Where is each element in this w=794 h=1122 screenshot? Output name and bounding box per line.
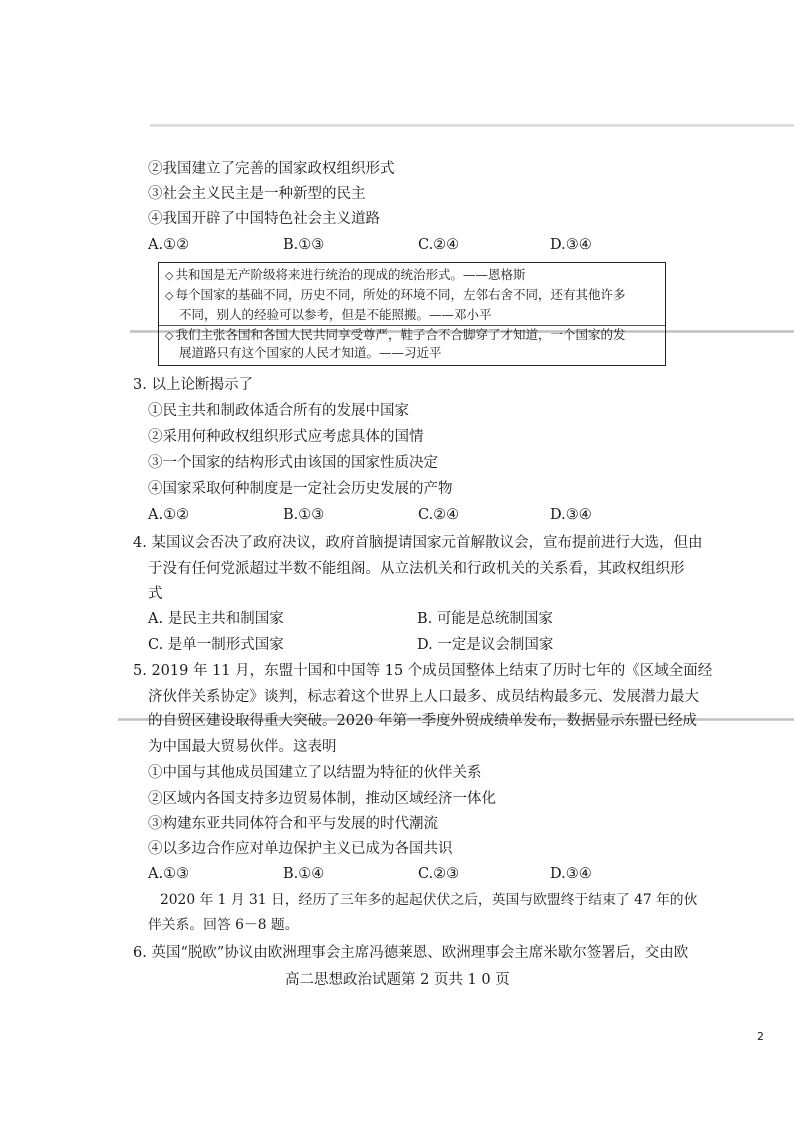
diamond-bullet-icon: ◇ — [165, 329, 174, 342]
quote-divider — [159, 325, 665, 326]
q4-option-a: A. 是民主共和制国家 — [148, 611, 284, 627]
diamond-bullet-icon: ◇ — [165, 269, 174, 282]
q5-stem-line-3: 的自贸区建设取得重大突破。2020 年第一季度外贸成绩单发布，数据显示东盟已经成 — [148, 713, 698, 729]
q5-option-d: D.③④ — [550, 866, 592, 882]
scan-artifact-line-top — [150, 124, 794, 127]
q5-stem-line-2: 济伙伴关系协定》谈判，标志着这个世界上人口最多、成员结构最多元、发展潜力最大 — [148, 689, 699, 705]
q3-item-1: ①民主共和制政体适合所有的发展中国家 — [148, 403, 409, 419]
quote-box — [158, 262, 666, 366]
quote-1-line-1: ◇ 共和国是无产阶级将来进行统治的现成的统治形式。——恩格斯 — [165, 267, 526, 282]
q2-option-b: B.①③ — [283, 237, 325, 253]
q2-item-2: ②我国建立了完善的国家政权组织形式 — [148, 161, 395, 177]
q2-option-d: D.③④ — [550, 237, 592, 253]
q3-option-d: D.③④ — [550, 507, 592, 523]
intro-line-1: 2020 年 1 月 31 日，经历了三年多的起起伏伏之后，英国与欧盟终于结束了 47 年的伙 — [160, 892, 698, 908]
quote-2-line-2: 不同，别人的经验可以参考，但是不能照搬。——邓小平 — [179, 307, 492, 322]
q3-option-a: A.①② — [148, 507, 190, 523]
q4-stem-line-2: 于没有任何党派超过半数不能组阁。从立法机关和行政机关的关系看，其政权组织形 — [148, 561, 685, 577]
q4-option-b: B. 可能是总统制国家 — [417, 611, 553, 627]
quote-3-line-1: ◇ 我们主张各国和各国人民共同享受尊严，鞋子合不合脚穿了才知道，一个国家的发 — [165, 327, 626, 342]
quote-2-line-1: ◇ 每个国家的基础不同，历史不同，所处的环境不同，左邻右舍不同，还有其他许多 — [165, 287, 626, 302]
q4-option-d: D. 一定是议会制国家 — [417, 637, 554, 653]
q2-item-4: ④我国开辟了中国特色社会主义道路 — [148, 211, 380, 227]
intro-line-2: 伴关系。回答 6－8 题。 — [148, 917, 299, 933]
q5-item-3: ③构建东亚共同体符合和平与发展的时代潮流 — [148, 816, 438, 832]
page-footer: 高二思想政治试题第 2 页共 1 0 页 — [285, 972, 510, 988]
q5-item-2: ②区域内各国支持多边贸易体制，推动区域经济一体化 — [148, 791, 496, 807]
q3-option-b: B.①③ — [283, 507, 325, 523]
q5-option-a: A.①③ — [148, 866, 190, 882]
q5-stem-line-1: 5. 2019 年 11 月，东盟十国和中国等 15 个成员国整体上结束了历时七年的《区域全面经 — [133, 663, 713, 679]
q5-item-4: ④以多边合作应对单边保护主义已成为各国共识 — [148, 841, 453, 857]
q4-stem-line-1: 4. 某国议会否决了政府决议，政府首脑提请国家元首解散议会，宣布提前进行大选，但由 — [133, 535, 703, 551]
quote-3-line-2: 展道路只有这个国家的人民才知道。——习近平 — [179, 345, 442, 360]
q6-stem: 6. 英国“脱欧”协议由欧洲理事会主席冯德莱恩、欧洲理事会主席米歇尔签署后，交由欧 — [133, 945, 689, 961]
q5-option-c: C.②③ — [418, 866, 460, 882]
q3-item-3: ③一个国家的结构形式由该国的国家性质决定 — [148, 455, 438, 471]
q4-stem-line-3: 式 — [148, 586, 163, 602]
q4-option-c: C. 是单一制形式国家 — [148, 637, 284, 653]
q2-item-3: ③社会主义民主是一种新型的民主 — [148, 186, 366, 202]
page-number: 2 — [757, 1030, 764, 1043]
diamond-bullet-icon: ◇ — [165, 289, 174, 302]
q3-item-4: ④国家采取何种制度是一定社会历史发展的产物 — [148, 481, 453, 497]
q2-option-c: C.②④ — [418, 237, 460, 253]
q3-stem: 3. 以上论断揭示了 — [133, 377, 253, 393]
q2-option-a: A.①② — [148, 237, 190, 253]
q5-option-b: B.①④ — [283, 866, 325, 882]
q5-item-1: ①中国与其他成员国建立了以结盟为特征的伙伴关系 — [148, 765, 482, 781]
q5-stem-line-4: 为中国最大贸易伙伴。这表明 — [148, 739, 337, 755]
q3-option-c: C.②④ — [418, 507, 460, 523]
q3-item-2: ②采用何种政权组织形式应考虑具体的国情 — [148, 429, 424, 445]
